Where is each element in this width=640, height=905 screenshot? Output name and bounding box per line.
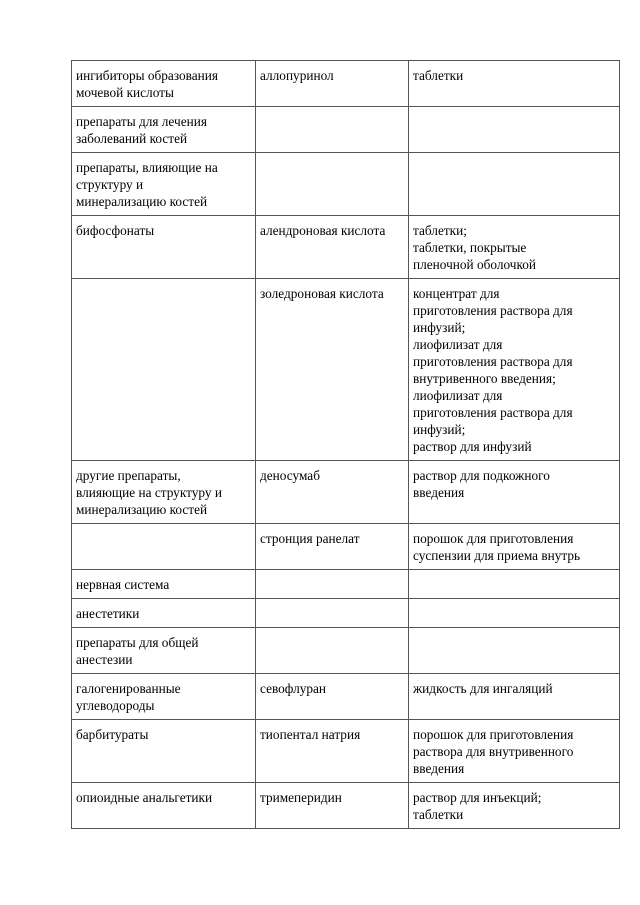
- dosage-form-cell: [409, 628, 620, 674]
- group-cell: [72, 570, 256, 599]
- cell-text-line: структуру и: [76, 177, 144, 192]
- substance-cell: [256, 279, 409, 461]
- cell-text-line: приготовления раствора для: [413, 354, 573, 369]
- cell-text-line: деносумаб: [260, 468, 320, 483]
- drug-table: [71, 60, 620, 829]
- dosage-form-cell: [409, 674, 620, 720]
- cell-text-line: таблетки;: [413, 223, 467, 238]
- group-cell: [72, 461, 256, 524]
- cell-text-line: приготовления раствора для: [413, 303, 573, 318]
- cell-text-line: введения: [413, 485, 465, 500]
- group-cell: [72, 524, 256, 570]
- table-body: [72, 61, 620, 829]
- group-cell: [72, 674, 256, 720]
- cell-text-line: анестетики: [76, 606, 140, 621]
- substance-cell: [256, 570, 409, 599]
- dosage-form-cell: [409, 461, 620, 524]
- cell-text-line: бифосфонаты: [76, 223, 155, 238]
- cell-text-line: минерализацию костей: [76, 502, 208, 517]
- cell-text-line: тримеперидин: [260, 790, 342, 805]
- table-row: [72, 61, 620, 107]
- cell-text-line: порошок для приготовления: [413, 531, 574, 546]
- dosage-form-cell: [409, 279, 620, 461]
- cell-text-line: влияющие на структуру и: [76, 485, 222, 500]
- substance-cell: [256, 153, 409, 216]
- cell-text-line: заболеваний костей: [76, 131, 188, 146]
- substance-cell: [256, 524, 409, 570]
- group-cell: [72, 783, 256, 829]
- cell-text-line: алендроновая кислота: [260, 223, 386, 238]
- table-row: [72, 153, 620, 216]
- cell-text-line: инфузий;: [413, 422, 466, 437]
- table-row: [72, 599, 620, 628]
- cell-text-line: другие препараты,: [76, 468, 181, 483]
- cell-text-line: стронция ранелат: [260, 531, 360, 546]
- table-row: [72, 524, 620, 570]
- table-row: [72, 783, 620, 829]
- group-cell: [72, 279, 256, 461]
- substance-cell: [256, 461, 409, 524]
- cell-text-line: введения: [413, 761, 465, 776]
- cell-text-line: раствор для инфузий: [413, 439, 532, 454]
- dosage-form-cell: [409, 524, 620, 570]
- substance-cell: [256, 674, 409, 720]
- group-cell: [72, 216, 256, 279]
- dosage-form-cell: [409, 216, 620, 279]
- cell-text-line: внутривенного введения;: [413, 371, 556, 386]
- cell-text-line: таблетки, покрытые: [413, 240, 527, 255]
- cell-text-line: галогенированные: [76, 681, 181, 696]
- cell-text-line: раствора для внутривенного: [413, 744, 574, 759]
- cell-text-line: препараты для лечения: [76, 114, 207, 129]
- table-row: [72, 216, 620, 279]
- cell-text-line: препараты, влияющие на: [76, 160, 218, 175]
- substance-cell: [256, 720, 409, 783]
- cell-text-line: нервная система: [76, 577, 170, 592]
- cell-text-line: жидкость для ингаляций: [413, 681, 553, 696]
- group-cell: [72, 628, 256, 674]
- dosage-form-cell: [409, 720, 620, 783]
- cell-text-line: суспензии для приема внутрь: [413, 548, 581, 563]
- cell-text-line: анестезии: [76, 652, 133, 667]
- cell-text-line: таблетки: [413, 807, 464, 822]
- cell-text-line: золедроновая кислота: [260, 286, 384, 301]
- dosage-form-cell: [409, 107, 620, 153]
- substance-cell: [256, 61, 409, 107]
- cell-text-line: раствор для инъекций;: [413, 790, 542, 805]
- dosage-form-cell: [409, 570, 620, 599]
- group-cell: [72, 720, 256, 783]
- cell-text-line: порошок для приготовления: [413, 727, 574, 742]
- group-cell: [72, 599, 256, 628]
- substance-cell: [256, 783, 409, 829]
- cell-text-line: минерализацию костей: [76, 194, 208, 209]
- cell-text-line: препараты для общей: [76, 635, 199, 650]
- cell-text-line: севофлуран: [260, 681, 327, 696]
- table-row: [72, 107, 620, 153]
- dosage-form-cell: [409, 783, 620, 829]
- table-row: [72, 279, 620, 461]
- group-cell: [72, 61, 256, 107]
- group-cell: [72, 107, 256, 153]
- table-row: [72, 461, 620, 524]
- cell-text-line: тиопентал натрия: [260, 727, 361, 742]
- cell-text-line: инфузий;: [413, 320, 466, 335]
- cell-text-line: барбитураты: [76, 727, 149, 742]
- substance-cell: [256, 599, 409, 628]
- cell-text-line: таблетки: [413, 68, 464, 83]
- substance-cell: [256, 628, 409, 674]
- cell-text-line: мочевой кислоты: [76, 85, 174, 100]
- cell-text-line: лиофилизат для: [413, 337, 503, 352]
- dosage-form-cell: [409, 599, 620, 628]
- table-row: [72, 628, 620, 674]
- dosage-form-cell: [409, 61, 620, 107]
- cell-text-line: опиоидные анальгетики: [76, 790, 213, 805]
- cell-text-line: концентрат для: [413, 286, 500, 301]
- cell-text-line: аллопуринол: [260, 68, 334, 83]
- cell-text-line: лиофилизат для: [413, 388, 503, 403]
- dosage-form-cell: [409, 153, 620, 216]
- substance-cell: [256, 107, 409, 153]
- table-row: [72, 674, 620, 720]
- cell-text-line: ингибиторы образования: [76, 68, 219, 83]
- cell-text-line: пленочной оболочкой: [413, 257, 537, 272]
- cell-text-line: раствор для подкожного: [413, 468, 550, 483]
- substance-cell: [256, 216, 409, 279]
- cell-text-line: приготовления раствора для: [413, 405, 573, 420]
- table-row: [72, 720, 620, 783]
- group-cell: [72, 153, 256, 216]
- table-row: [72, 570, 620, 599]
- cell-text-line: углеводороды: [76, 698, 155, 713]
